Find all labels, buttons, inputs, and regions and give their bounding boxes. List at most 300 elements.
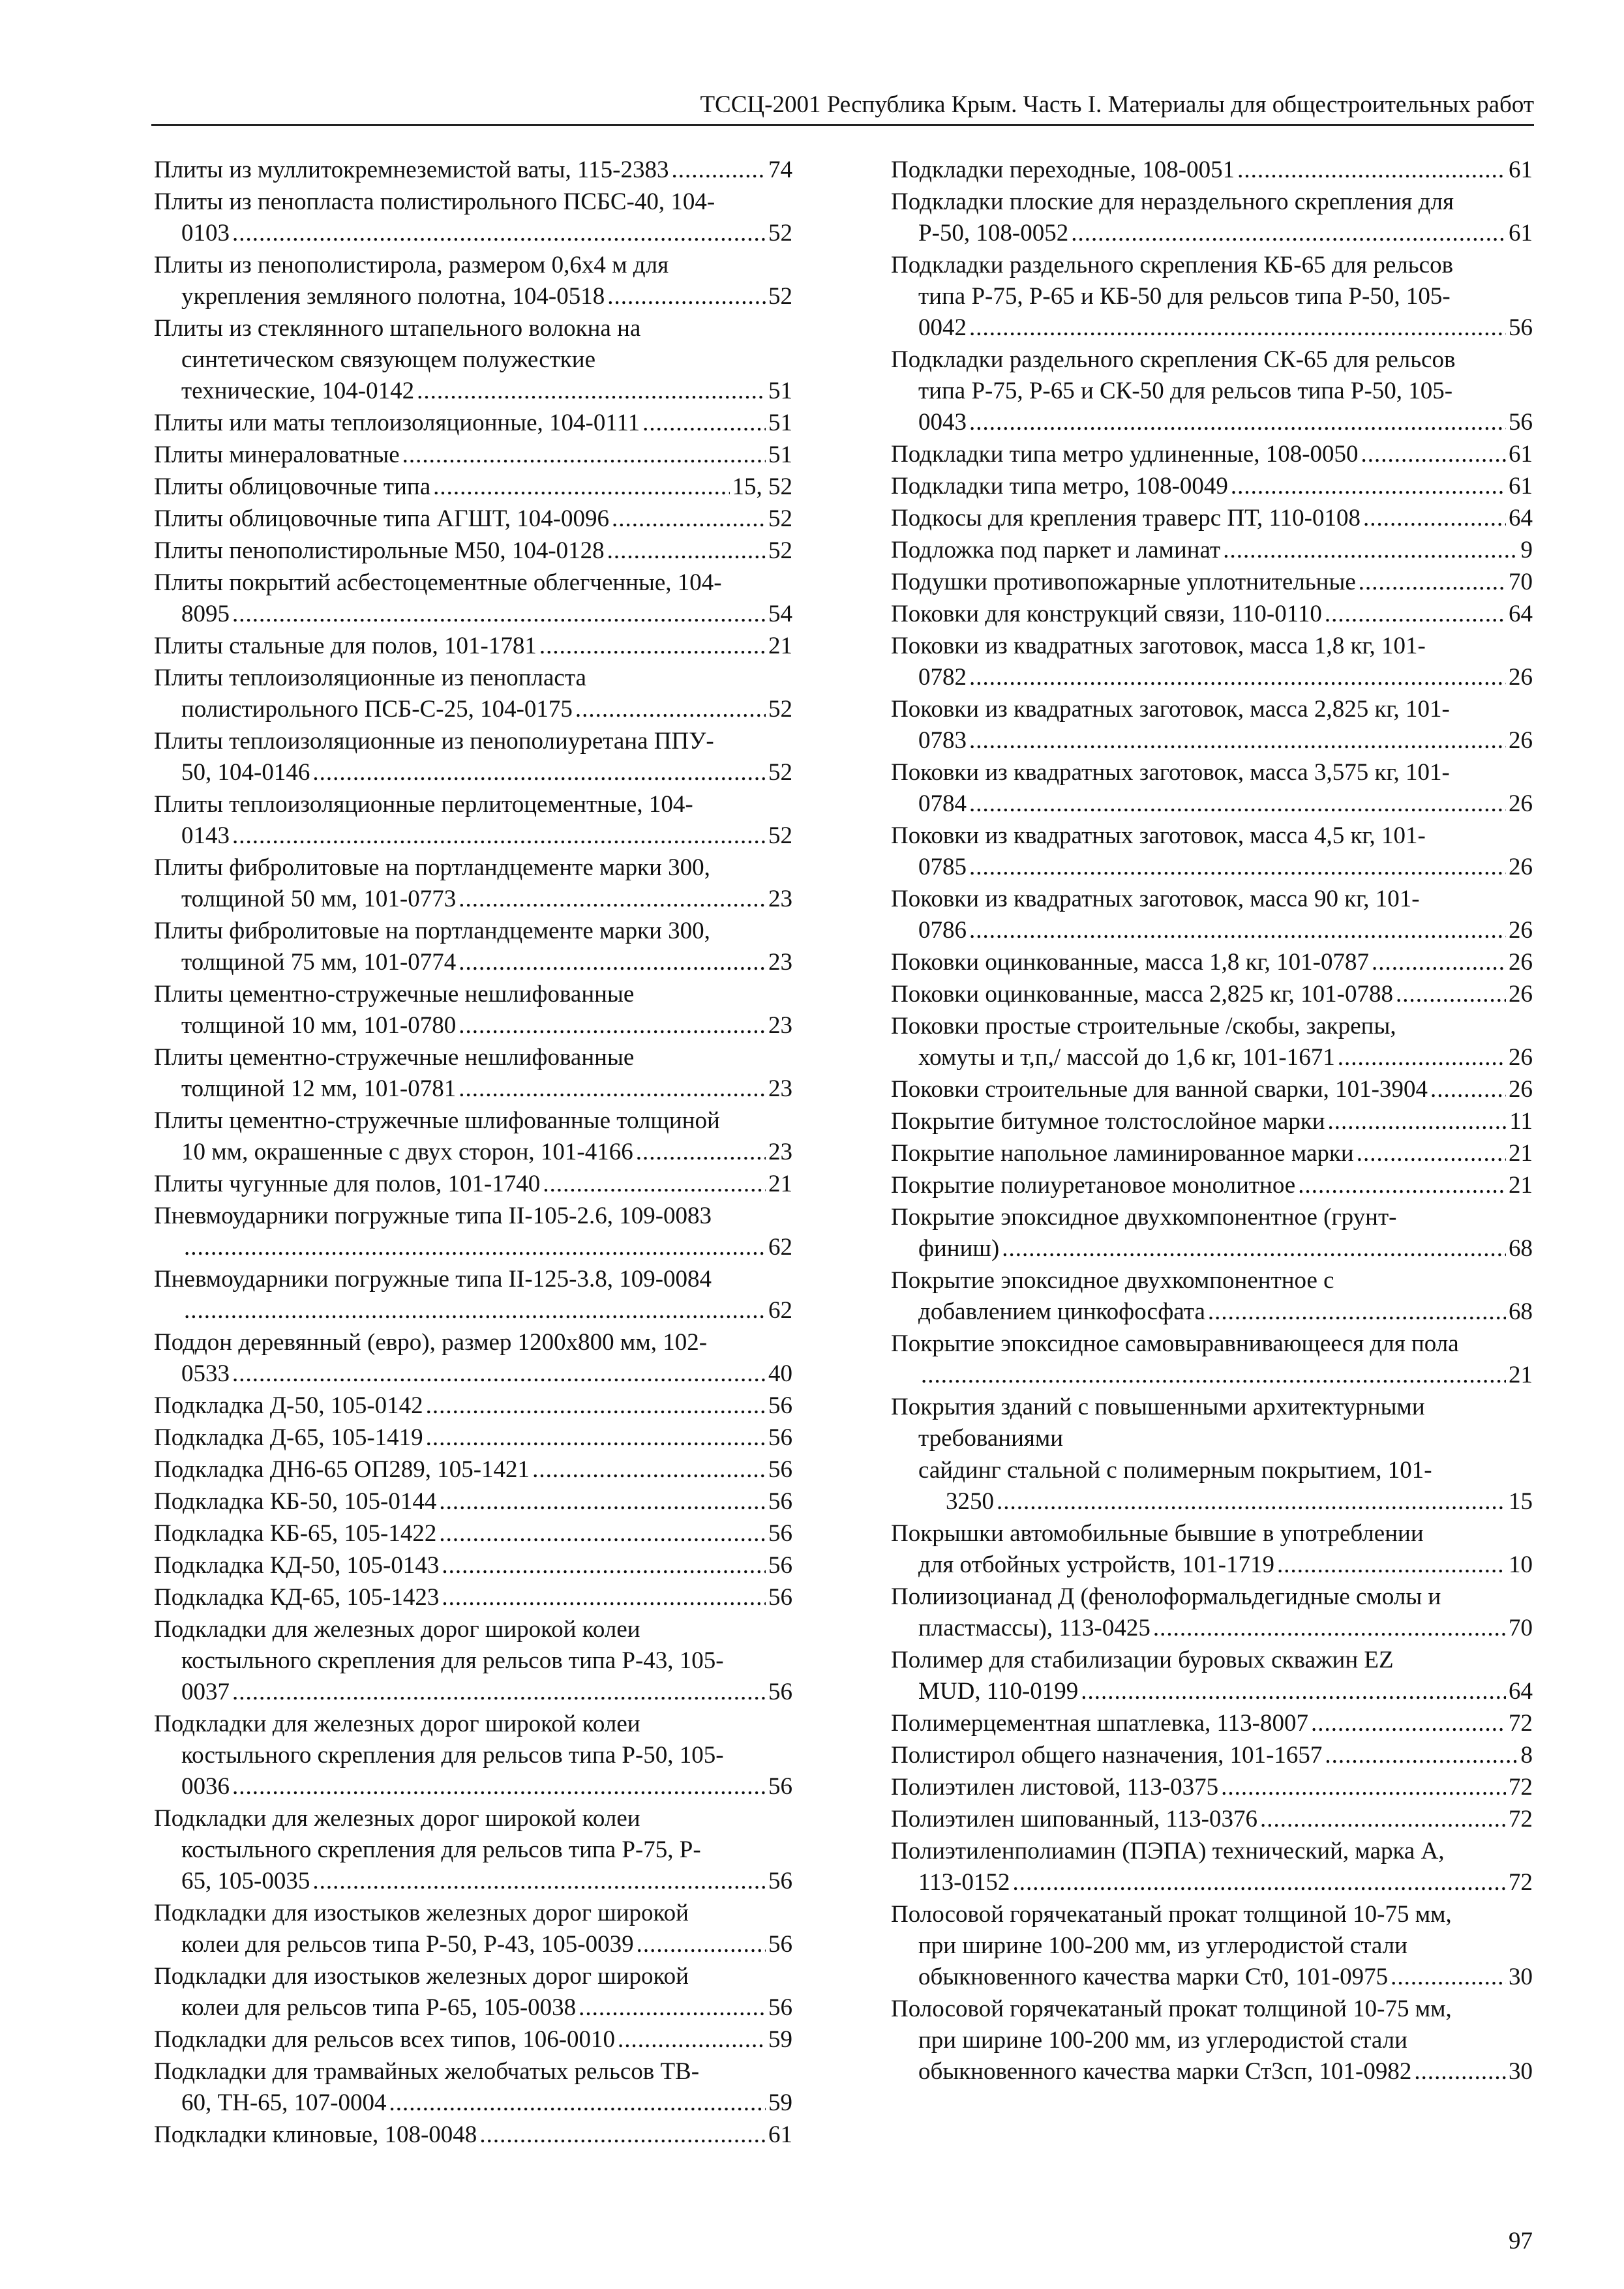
- index-entry-page: 59: [768, 2089, 792, 2116]
- index-entry-text: Покрытие эпоксидное двухкомпонентное (грунт-: [891, 1204, 1397, 1231]
- index-entry-text: Поковки оцинкованные, масса 2,825 кг, 101-0788: [891, 981, 1393, 1008]
- index-entry-line: [891, 1962, 1533, 1993]
- index-entry-text: Подкладки для железных дорог широкой колеи: [154, 1711, 640, 1737]
- dot-leader: [532, 1454, 766, 1486]
- index-entry-page: 74: [768, 157, 792, 183]
- dot-leader: [1325, 599, 1506, 630]
- index-entry-text: костыльного скрепления для рельсов типа Р-75, Р-: [181, 1836, 701, 1863]
- index-entry-page: 23: [768, 1012, 792, 1039]
- dot-leader: [426, 1422, 766, 1454]
- index-entry-page: 52: [768, 505, 792, 532]
- index-entry-text: Поковки из квадратных заготовок, масса 2,825 кг, 101-: [891, 696, 1450, 723]
- index-entry: [154, 1518, 792, 1549]
- index-entry: [154, 1105, 792, 1168]
- index-entry-text: толщиной 50 мм, 101-0773: [181, 886, 457, 912]
- index-entry-line: [154, 2087, 792, 2119]
- index-entry-line: [154, 1550, 792, 1581]
- dot-leader: [1260, 1804, 1506, 1835]
- index-entry-page: 56: [768, 1520, 792, 1547]
- index-entry: [891, 1392, 1533, 1454]
- index-entry-page: 52: [768, 283, 792, 310]
- index-entry-text: хомуты и т,п,/ массой до 1,6 кг, 101-1671: [918, 1044, 1335, 1071]
- index-entry-text: типа Р-75, Р-65 и СК-50 для рельсов типа Р-50, 105-: [918, 378, 1453, 404]
- index-entry-line: [891, 503, 1533, 534]
- dot-leader: [607, 535, 766, 567]
- index-entry-line: [891, 1581, 1533, 1613]
- dot-leader: [312, 1866, 766, 1897]
- index-entry-text: Поддон деревянный (евро), размер 1200х800 мм, 102-: [154, 1329, 708, 1356]
- index-entry-text: толщиной 75 мм, 101-0774: [181, 949, 457, 976]
- index-entry-line: [154, 820, 792, 852]
- index-entry-page: 56: [768, 1392, 792, 1419]
- index-entry-line: [154, 1992, 792, 2024]
- index-entry: [154, 1709, 792, 1803]
- index-entry-page: 72: [1509, 1806, 1533, 1833]
- index-entry-page: 72: [1509, 1869, 1533, 1896]
- index-entry-line: [891, 281, 1533, 312]
- index-entry-line: [154, 567, 792, 599]
- index-entry-page: 9: [1520, 537, 1533, 563]
- index-entry-page: 52: [768, 822, 792, 849]
- index-entry-line: [154, 281, 792, 312]
- index-entry: [891, 947, 1533, 978]
- index-entry-page: 64: [1509, 601, 1533, 627]
- index-entry-line: [154, 503, 792, 535]
- index-entry-line: [891, 884, 1533, 915]
- index-entry-page: 26: [1509, 854, 1533, 880]
- index-entry-line: [154, 852, 792, 884]
- index-entry-text: Поковки простые строительные /скобы, закрепы,: [891, 1013, 1396, 1040]
- index-entry-text: технические, 104-0142: [181, 378, 415, 404]
- index-entry-line: [891, 1930, 1533, 1962]
- index-entry-text: 0143: [181, 822, 230, 849]
- dot-leader: [1311, 1708, 1506, 1739]
- index-entry-text: Полосовой горячекатаный прокат толщиной 10-75 мм,: [891, 1901, 1452, 1928]
- index-entry-line: [918, 1486, 1533, 1518]
- index-entry: [891, 1328, 1533, 1391]
- index-entry-text: Плиты цементно-стружечные нешлифованные: [154, 1044, 635, 1071]
- index-entry: [154, 1201, 792, 1263]
- index-entry-line: [891, 1740, 1533, 1771]
- index-entry-line: [154, 1358, 792, 1390]
- index-entry: [891, 439, 1533, 470]
- index-entry-line: [154, 916, 792, 947]
- page-number: 97: [1509, 2228, 1533, 2254]
- index-entry-page: 26: [1509, 1076, 1533, 1103]
- index-entry-text: Плиты из пенопласта полистирольного ПСБС-40, 104-: [154, 188, 715, 215]
- dot-leader: [1231, 471, 1506, 502]
- index-entry-line: [154, 344, 792, 376]
- index-entry: [154, 2024, 792, 2056]
- index-entry-page: 21: [768, 633, 792, 659]
- index-entry-line: [891, 599, 1533, 630]
- index-entry-line: [891, 1265, 1533, 1296]
- index-entry-text: Плиты теплоизоляционные перлитоцементные, 104-: [154, 791, 693, 818]
- index-entry-page: 52: [768, 220, 792, 247]
- index-entry: [891, 1740, 1533, 1771]
- index-entry: [891, 599, 1533, 630]
- index-entry-text: Поковки для конструкций связи, 110-0110: [891, 601, 1322, 627]
- index-entry-line: [891, 187, 1533, 218]
- index-entry-line: [154, 2024, 792, 2056]
- index-entry-line: [891, 1645, 1533, 1676]
- index-entry: [891, 1645, 1533, 1707]
- index-entry-line: [891, 312, 1533, 344]
- index-entry-line: [154, 599, 792, 630]
- index-entry-line: [154, 1834, 792, 1866]
- index-entry-line: [891, 915, 1533, 946]
- index-entry-page: 56: [768, 1552, 792, 1579]
- index-entry-page: 51: [768, 410, 792, 436]
- index-entry: [154, 440, 792, 471]
- index-entry-line: [154, 1866, 792, 1897]
- dot-leader: [637, 1929, 766, 1960]
- index-entry: [891, 1106, 1533, 1137]
- index-entry-text: Полиэтилен листовой, 113-0375: [891, 1774, 1219, 1801]
- index-entry-line: [891, 1074, 1533, 1105]
- dot-leader: [1277, 1549, 1506, 1581]
- running-header: [151, 87, 1534, 126]
- dot-leader: [459, 1010, 766, 1041]
- index-entry-line: [154, 440, 792, 471]
- index-entry-text: костыльного скрепления для рельсов типа Р-50, 105-: [181, 1742, 724, 1769]
- index-entry-text: Подкладки типа метро, 108-0049: [891, 473, 1228, 500]
- index-entry: [891, 979, 1533, 1010]
- index-entry-text: Подкладка Д-65, 105-1419: [154, 1424, 423, 1451]
- index-entry-line: [154, 2056, 792, 2087]
- index-entry: [891, 503, 1533, 534]
- index-entry: [891, 250, 1533, 344]
- index-entry-line: [154, 408, 792, 439]
- index-entry-line: [891, 788, 1533, 820]
- index-entry: [891, 187, 1533, 249]
- dot-leader: [969, 788, 1506, 820]
- dot-leader: [1081, 1676, 1506, 1707]
- dot-leader: [1221, 1772, 1506, 1803]
- dot-leader: [1338, 1042, 1506, 1073]
- index-entry: [891, 1804, 1533, 1835]
- index-entry: [891, 1581, 1533, 1644]
- index-entry-line: [891, 1423, 1533, 1454]
- index-entry-line: [154, 1518, 792, 1549]
- index-entry-line: [154, 1898, 792, 1929]
- index-entry: [891, 757, 1533, 820]
- index-entry-text: колеи для рельсов типа Р-65, 105-0038: [181, 1994, 577, 2021]
- index-entry-text: 0042: [918, 314, 967, 341]
- index-entry-text: костыльного скрепления для рельсов типа Р-43, 105-: [181, 1647, 724, 1674]
- index-entry-text: Поковки из квадратных заготовок, масса 1,8 кг, 101-: [891, 633, 1426, 659]
- index-entry: [154, 1803, 792, 1897]
- index-entry-text: Подкладка КБ-50, 105-0144: [154, 1488, 437, 1515]
- index-entry-page: 23: [768, 949, 792, 976]
- index-entry-text: Подкладки для трамвайных желобчатых рельсов ТВ-: [154, 2058, 700, 2085]
- dot-leader: [612, 503, 766, 535]
- dot-leader: [671, 155, 766, 186]
- index-entry-text: Плиты или маты теплоизоляционные, 104-0111: [154, 410, 640, 436]
- index-entry-line: [154, 1327, 792, 1358]
- index-entry-text: 0783: [918, 727, 967, 754]
- dot-leader: [459, 1073, 766, 1105]
- index-entry: [154, 155, 792, 186]
- index-entry-text: Поковки оцинкованные, масса 1,8 кг, 101-0787: [891, 949, 1369, 976]
- dot-leader: [969, 725, 1506, 756]
- index-entry: [891, 1138, 1533, 1169]
- dot-leader: [1325, 1740, 1518, 1771]
- index-entry-line: [154, 1169, 792, 1200]
- index-entry-line: [891, 1042, 1533, 1073]
- index-entry-text: Подкладки для железных дорог широкой колеи: [154, 1616, 640, 1643]
- index-entry: [154, 471, 792, 503]
- index-entry-text: укрепления земляного полотна, 104-0518: [181, 283, 605, 310]
- index-entry-text: Плиты из муллитокремнеземистой ваты, 115-2383: [154, 157, 669, 183]
- index-entry-line: [891, 2025, 1533, 2056]
- index-entry-line: [154, 1645, 792, 1677]
- index-entry-line: [154, 694, 792, 725]
- index-entry-line: [154, 250, 792, 281]
- dot-leader: [1328, 1106, 1507, 1137]
- index-entry-line: [891, 1708, 1533, 1739]
- dot-leader: [1430, 1074, 1506, 1105]
- index-entry-page: 64: [1509, 1678, 1533, 1705]
- index-entry-line: [891, 1549, 1533, 1581]
- index-entry-line: [154, 376, 792, 407]
- dot-leader: [1357, 1138, 1506, 1169]
- index-entry-text: Покрытие напольное ламинированное марки: [891, 1140, 1354, 1167]
- index-entry-page: 26: [1509, 727, 1533, 754]
- index-entry: [154, 1390, 792, 1422]
- index-column-left: [154, 155, 792, 2151]
- index-entry: [891, 471, 1533, 502]
- index-entry-page: 15: [1509, 1488, 1533, 1515]
- index-entry-text: 60, ТН-65, 107-0004: [181, 2089, 387, 2116]
- index-entry-page: 21: [1509, 1140, 1533, 1167]
- dot-leader: [921, 1360, 1506, 1391]
- index-entry-text: 0037: [181, 1679, 230, 1705]
- index-entry-page: 61: [1509, 441, 1533, 468]
- index-entry-text: требованиями: [918, 1425, 1064, 1452]
- index-entry-line: [891, 1360, 1533, 1391]
- index-entry-line: [154, 726, 792, 757]
- index-entry-page: 61: [1509, 157, 1533, 183]
- index-entry: [154, 567, 792, 630]
- index-entry-line: [891, 1676, 1533, 1707]
- index-entry-line: [891, 852, 1533, 883]
- dot-leader: [232, 599, 766, 630]
- index-entry-text: 10 мм, окрашенные с двух сторон, 101-4166: [181, 1139, 633, 1165]
- index-entry-text: Плиты пенополистирольные М50, 104-0128: [154, 537, 605, 564]
- index-entry-text: Покрытие эпоксидное двухкомпонентное с: [891, 1267, 1334, 1294]
- index-entry-line: [891, 947, 1533, 978]
- index-entry-text: Поковки из квадратных заготовок, масса 90 кг, 101-: [891, 886, 1420, 912]
- index-entry-text: Плиты цементно-стружечные нешлифованные: [154, 981, 635, 1008]
- index-entry-page: 15, 52: [732, 473, 792, 500]
- index-entry-page: 30: [1509, 1964, 1533, 1990]
- dot-leader: [426, 1390, 766, 1422]
- index-entry-line: [154, 471, 792, 503]
- index-entry-text: Полосовой горячекатаный прокат толщиной 10-75 мм,: [891, 1996, 1452, 2022]
- dot-leader: [1153, 1613, 1506, 1644]
- index-entry-page: 62: [768, 1234, 792, 1261]
- index-entry-line: [154, 789, 792, 820]
- index-entry-line: [154, 1677, 792, 1708]
- index-entry-line: [154, 631, 792, 662]
- index-entry-text: Плиты из пенополистирола, размером 0,6х4 м для: [154, 252, 669, 278]
- index-entry-text: толщиной 12 мм, 101-0781: [181, 1075, 457, 1102]
- index-entry-text: толщиной 10 мм, 101-0780: [181, 1012, 457, 1039]
- index-entry-text: обыкновенного качества марки Ст3сп, 101-0982: [918, 2058, 1412, 2085]
- index-entry: [154, 1327, 792, 1390]
- index-entry-line: [154, 947, 792, 978]
- index-entry: [891, 1074, 1533, 1105]
- index-entry-text: Плиты облицовочные типа: [154, 473, 431, 500]
- index-entry: [154, 631, 792, 662]
- dot-leader: [402, 440, 766, 471]
- index-entry-line: [154, 218, 792, 249]
- index-entry: [891, 694, 1533, 756]
- index-entry-text: при ширине 100-200 мм, из углеродистой стали: [918, 2027, 1407, 2054]
- index-entry-page: 40: [768, 1360, 792, 1387]
- index-entry-text: Подкладки для рельсов всех типов, 106-0010: [154, 2026, 616, 2053]
- index-entry-page: 21: [768, 1171, 792, 1197]
- index-entry: [154, 1264, 792, 1326]
- dot-leader: [232, 1677, 766, 1708]
- index-entry-page: 56: [768, 1773, 792, 1800]
- dot-leader: [1071, 218, 1506, 249]
- index-entry: [154, 1614, 792, 1708]
- dot-leader: [459, 947, 766, 978]
- index-entry: [154, 503, 792, 535]
- index-entry-text: Подкладка КБ-65, 105-1422: [154, 1520, 437, 1547]
- index-entry-line: [891, 1296, 1533, 1328]
- index-entry: [891, 1899, 1533, 1993]
- index-entry-line: [891, 662, 1533, 693]
- index-entry-line: [154, 1422, 792, 1454]
- dot-leader: [417, 376, 766, 407]
- index-entry-line: [891, 1518, 1533, 1549]
- index-entry: [154, 852, 792, 915]
- index-entry-page: 72: [1509, 1710, 1533, 1737]
- dot-leader: [1372, 947, 1506, 978]
- index-entry-line: [154, 535, 792, 567]
- dot-leader: [184, 1232, 766, 1263]
- index-entry-line: [154, 979, 792, 1010]
- index-entry-line: [891, 1772, 1533, 1803]
- index-entry-text: Полистирол общего назначения, 101-1657: [891, 1742, 1323, 1769]
- index-entry-text: Поковки из квадратных заготовок, масса 4,5 кг, 101-: [891, 822, 1426, 849]
- index-entry-line: [154, 663, 792, 694]
- index-entry-page: 8: [1520, 1742, 1533, 1769]
- index-entry-page: 26: [1509, 664, 1533, 691]
- index-entry-page: 26: [1509, 981, 1533, 1008]
- dot-leader: [1237, 155, 1506, 186]
- dot-leader: [1361, 439, 1506, 470]
- index-entry: [154, 1042, 792, 1105]
- dot-leader: [184, 1295, 766, 1326]
- index-entry-text: типа Р-75, Р-65 и КБ-50 для рельсов типа Р-50, 105-: [918, 283, 1451, 310]
- dot-leader: [232, 1771, 766, 1803]
- index-entry: [154, 313, 792, 407]
- index-entry-text: Подкладки переходные, 108-0051: [891, 157, 1235, 183]
- index-entry-text: Пневмоударники погружные типа II-125-3.8, 109-0084: [154, 1266, 712, 1293]
- index-entry-page: 56: [768, 1931, 792, 1958]
- index-entry-line: [891, 1613, 1533, 1644]
- index-entry-text: Покрышки автомобильные бывшие в употреблении: [891, 1520, 1424, 1547]
- dot-leader: [232, 1358, 766, 1390]
- dot-leader: [1396, 979, 1506, 1010]
- index-entry-text: для отбойных устройств, 101-1719: [918, 1551, 1275, 1578]
- index-entry-line: [154, 1295, 792, 1326]
- dot-leader: [618, 2024, 766, 2056]
- index-entry: [891, 820, 1533, 883]
- index-entry-line: [891, 535, 1533, 566]
- index-entry-line: [154, 1105, 792, 1137]
- index-entry: [891, 631, 1533, 693]
- dot-leader: [607, 281, 766, 312]
- index-entry-line: [891, 471, 1533, 502]
- index-entry-line: [891, 250, 1533, 281]
- index-entry-page: 56: [768, 1679, 792, 1705]
- index-entry-line: [154, 187, 792, 218]
- index-entry-text: 0043: [918, 409, 967, 436]
- index-entry-page: 21: [1509, 1362, 1533, 1388]
- index-entry: [154, 916, 792, 978]
- index-entry-page: 70: [1509, 1615, 1533, 1641]
- index-entry: [891, 884, 1533, 946]
- index-entry-line: [154, 1486, 792, 1518]
- index-entry-text: Подкладки типа метро удлиненные, 108-0050: [891, 441, 1359, 468]
- index-entry-line: [154, 1137, 792, 1168]
- index-entry: [154, 2119, 792, 2151]
- index-entry-page: 61: [768, 2121, 792, 2148]
- index-entry: [154, 979, 792, 1041]
- index-entry-line: [891, 1011, 1533, 1042]
- index-entry-text: Плиты теплоизоляционные из пенополиуретана ППУ-: [154, 728, 714, 755]
- index-entry-text: Покрытия зданий с повышенными архитектурными: [891, 1394, 1425, 1420]
- index-entry-line: [891, 820, 1533, 852]
- index-entry-page: 56: [1509, 409, 1533, 436]
- index-entry-page: 70: [1509, 569, 1533, 595]
- index-entry: [154, 663, 792, 725]
- dot-leader: [1359, 567, 1506, 598]
- index-entry-page: 23: [768, 1139, 792, 1165]
- index-entry-line: [154, 1042, 792, 1073]
- index-entry-text: Подушки противопожарные уплотнительные: [891, 569, 1356, 595]
- dot-leader: [575, 694, 766, 725]
- index-entry-line: [154, 1929, 792, 1960]
- index-entry-text: Пневмоударники погружные типа II-105-2.6, 109-0083: [154, 1203, 712, 1229]
- index-entry-text: Подкладки для железных дорог широкой колеи: [154, 1805, 640, 1832]
- index-entry-text: 65, 105-0035: [181, 1868, 310, 1894]
- index-entry-text: 50, 104-0146: [181, 759, 310, 786]
- index-entry-text: 0785: [918, 854, 967, 880]
- index-entry-line: [891, 155, 1533, 186]
- index-entry-page: 61: [1509, 220, 1533, 247]
- index-entry-text: Плиты покрытий асбестоцементные облегченные, 104-: [154, 569, 722, 596]
- index-entry: [891, 1708, 1533, 1739]
- index-entry-text: Подкладки раздельного скрепления СК-65 для рельсов: [891, 346, 1456, 373]
- index-entry-line: [918, 1455, 1533, 1486]
- index-entry-page: 21: [1509, 1172, 1533, 1199]
- index-entry-text: Подкладка ДН6-65 ОП289, 105-1421: [154, 1456, 530, 1483]
- index-entry-text: 113-0152: [918, 1869, 1010, 1896]
- index-entry: [154, 726, 792, 788]
- index-entry-text: Плиты облицовочные типа АГШТ, 104-0096: [154, 505, 610, 532]
- index-entry-text: Подкладка КД-65, 105-1423: [154, 1584, 440, 1611]
- index-entry-text: синтетическом связующем полужесткие: [181, 346, 595, 373]
- index-entry: [891, 1994, 1533, 2087]
- dot-leader: [969, 852, 1506, 883]
- dot-leader: [439, 1518, 766, 1549]
